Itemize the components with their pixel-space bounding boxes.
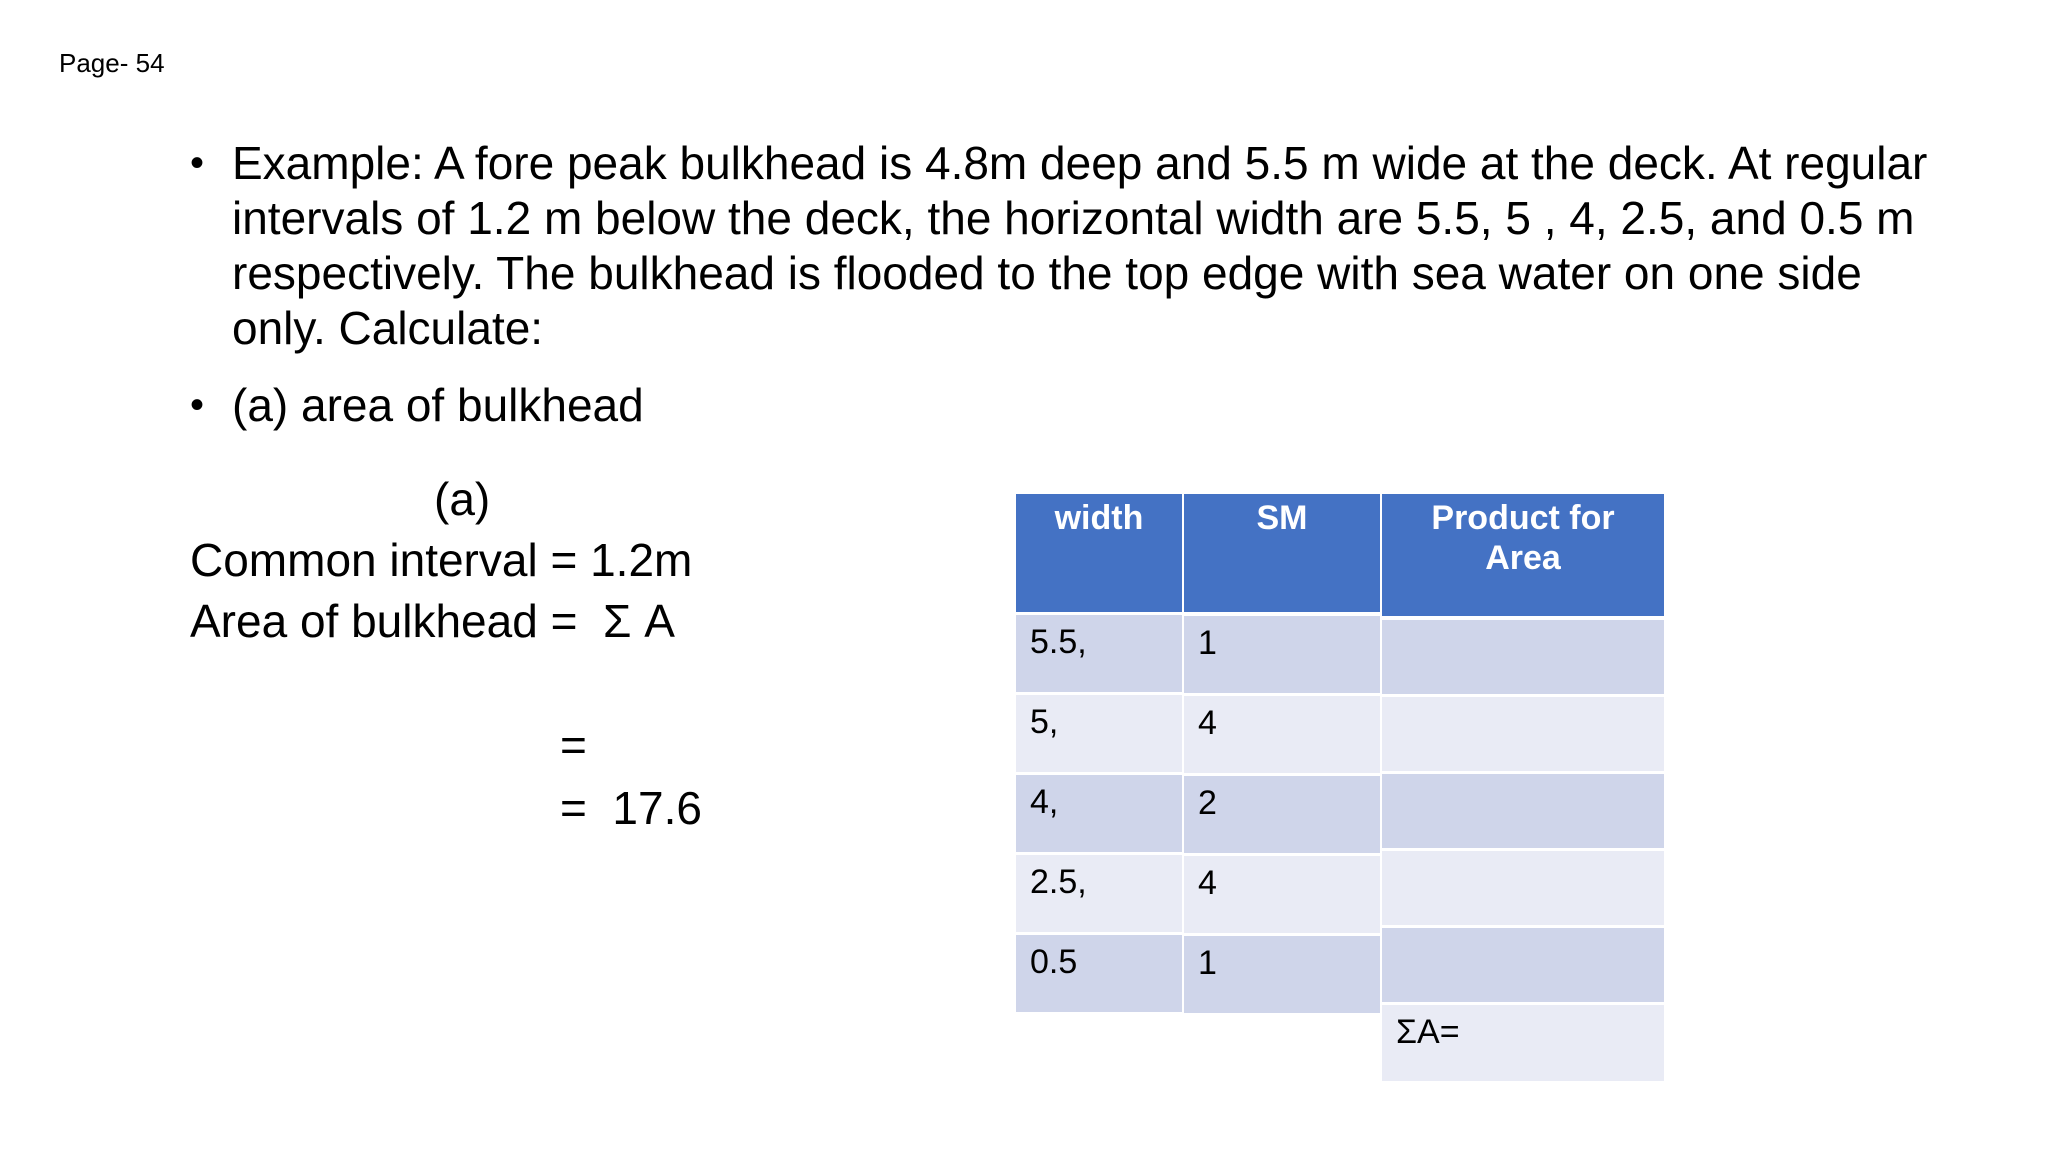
product-cell <box>1382 620 1664 694</box>
page-number: Page- 54 <box>59 48 165 78</box>
area-formula-line: Area of bulkhead = Σ A <box>190 595 675 647</box>
bullet-list <box>190 136 1950 455</box>
sm-cell: 2 <box>1184 776 1380 853</box>
equals-line: = <box>560 719 587 771</box>
sm-cell: 1 <box>1184 616 1380 693</box>
product-cell <box>1382 928 1664 1002</box>
bullet-dot: • <box>190 383 205 427</box>
part-a-text: (a) area of bulkhead <box>232 379 644 431</box>
width-cell: 4, <box>1016 775 1182 852</box>
part-label: (a) <box>434 473 491 525</box>
width-header: width <box>1016 494 1182 612</box>
sm-cell: 4 <box>1184 856 1380 933</box>
width-cell: 2.5, <box>1016 855 1182 932</box>
example-text: Example: A fore peak bulkhead is 4.8m deep and 5.5 m wide at the deck. At regular intervals of 1.2 m below the deck, the horizontal width are 5.5, 5 , 4, 2.5, and 0.5 m respectively. The bulkhead is flooded to the top edge with sea water on one side only. Calculate: <box>232 137 1928 354</box>
width-cell: 0.5 <box>1016 935 1182 1012</box>
bullet-dot: • <box>190 141 205 185</box>
width-cell: 5.5, <box>1016 615 1182 692</box>
product-header: Product for Area <box>1382 494 1664 616</box>
product-cell <box>1382 851 1664 925</box>
result-line: = 17.6 <box>560 782 702 834</box>
bullet-example <box>190 136 1950 356</box>
product-cell <box>1382 774 1664 848</box>
width-cell: 5, <box>1016 695 1182 772</box>
sm-header: SM <box>1184 494 1380 612</box>
sm-cell: 1 <box>1184 936 1380 1013</box>
product-cell <box>1382 697 1664 771</box>
sm-cell: 4 <box>1184 696 1380 773</box>
bullet-part-a <box>190 378 1950 433</box>
common-interval-line: Common interval = 1.2m <box>190 534 693 586</box>
sum-cell: ΣA= <box>1382 1005 1664 1081</box>
